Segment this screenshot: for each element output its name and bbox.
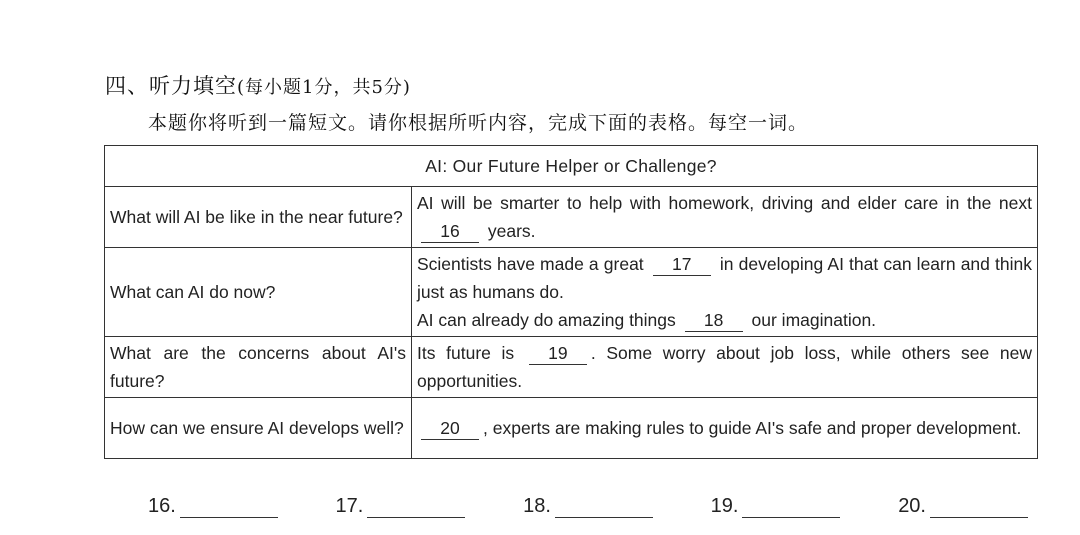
blank-16: 16 bbox=[421, 220, 479, 243]
answer-lines bbox=[148, 495, 1028, 518]
section-title bbox=[105, 70, 411, 100]
table-row bbox=[105, 248, 1038, 337]
table-row bbox=[105, 337, 1038, 398]
answer-text: Scientists have made a great bbox=[417, 254, 644, 274]
question-cell: What are the concerns about AI's future? bbox=[105, 337, 412, 398]
section-heading: 四、听力填空 bbox=[105, 74, 237, 98]
blank-20: 20 bbox=[421, 417, 479, 440]
answer-number: 16. bbox=[148, 495, 176, 517]
answer-slot-19[interactable] bbox=[711, 495, 841, 518]
blank-19: 19 bbox=[529, 342, 587, 365]
answer-cell bbox=[412, 248, 1038, 337]
answer-text: . Some worry about job loss, while others see new opportunities. bbox=[417, 343, 1032, 391]
answer-text: AI can already do amazing things bbox=[417, 310, 676, 330]
answer-cell bbox=[412, 187, 1038, 248]
answer-slot-16[interactable] bbox=[148, 495, 278, 518]
answer-number: 17. bbox=[335, 495, 364, 517]
answer-line[interactable] bbox=[555, 495, 653, 518]
answer-text: years. bbox=[487, 221, 536, 241]
listening-table bbox=[104, 145, 1038, 459]
question-cell: What can AI do now? bbox=[105, 248, 412, 337]
answer-number: 18. bbox=[523, 495, 551, 517]
answer-line[interactable] bbox=[180, 495, 278, 518]
question-cell: How can we ensure AI develops well? bbox=[105, 398, 412, 459]
table-title: AI: Our Future Helper or Challenge? bbox=[105, 146, 1038, 187]
answer-line[interactable] bbox=[742, 495, 840, 518]
answer-number: 19. bbox=[710, 495, 739, 517]
answer-cell bbox=[412, 337, 1038, 398]
answer-slot-18[interactable] bbox=[523, 495, 653, 518]
blank-18: 18 bbox=[685, 309, 743, 332]
answer-text: our imagination. bbox=[751, 310, 877, 330]
answer-cell bbox=[412, 398, 1038, 459]
question-cell: What will AI be like in the near future? bbox=[105, 187, 412, 248]
table-row bbox=[105, 398, 1038, 459]
answer-line[interactable] bbox=[367, 495, 465, 518]
answer-text: in developing AI that can learn and think just as humans do. bbox=[417, 254, 1032, 302]
answer-line[interactable] bbox=[930, 495, 1028, 518]
answer-number: 20. bbox=[898, 495, 926, 517]
answer-text: AI will be smarter to help with homework, driving and elder care in the next bbox=[417, 193, 1032, 213]
blank-17: 17 bbox=[653, 253, 711, 276]
answer-text: , experts are making rules to guide AI's safe and proper development. bbox=[483, 418, 1022, 438]
answer-text: Its future is bbox=[417, 343, 515, 363]
table-row bbox=[105, 187, 1038, 248]
answer-slot-17[interactable] bbox=[336, 495, 466, 518]
instructions: 本题你将听到一篇短文。请你根据所听内容，完成下面的表格。每空一词。 bbox=[148, 112, 809, 134]
section-score-note: (每小题1分，共5分) bbox=[237, 77, 411, 98]
answer-slot-20[interactable] bbox=[898, 495, 1028, 518]
